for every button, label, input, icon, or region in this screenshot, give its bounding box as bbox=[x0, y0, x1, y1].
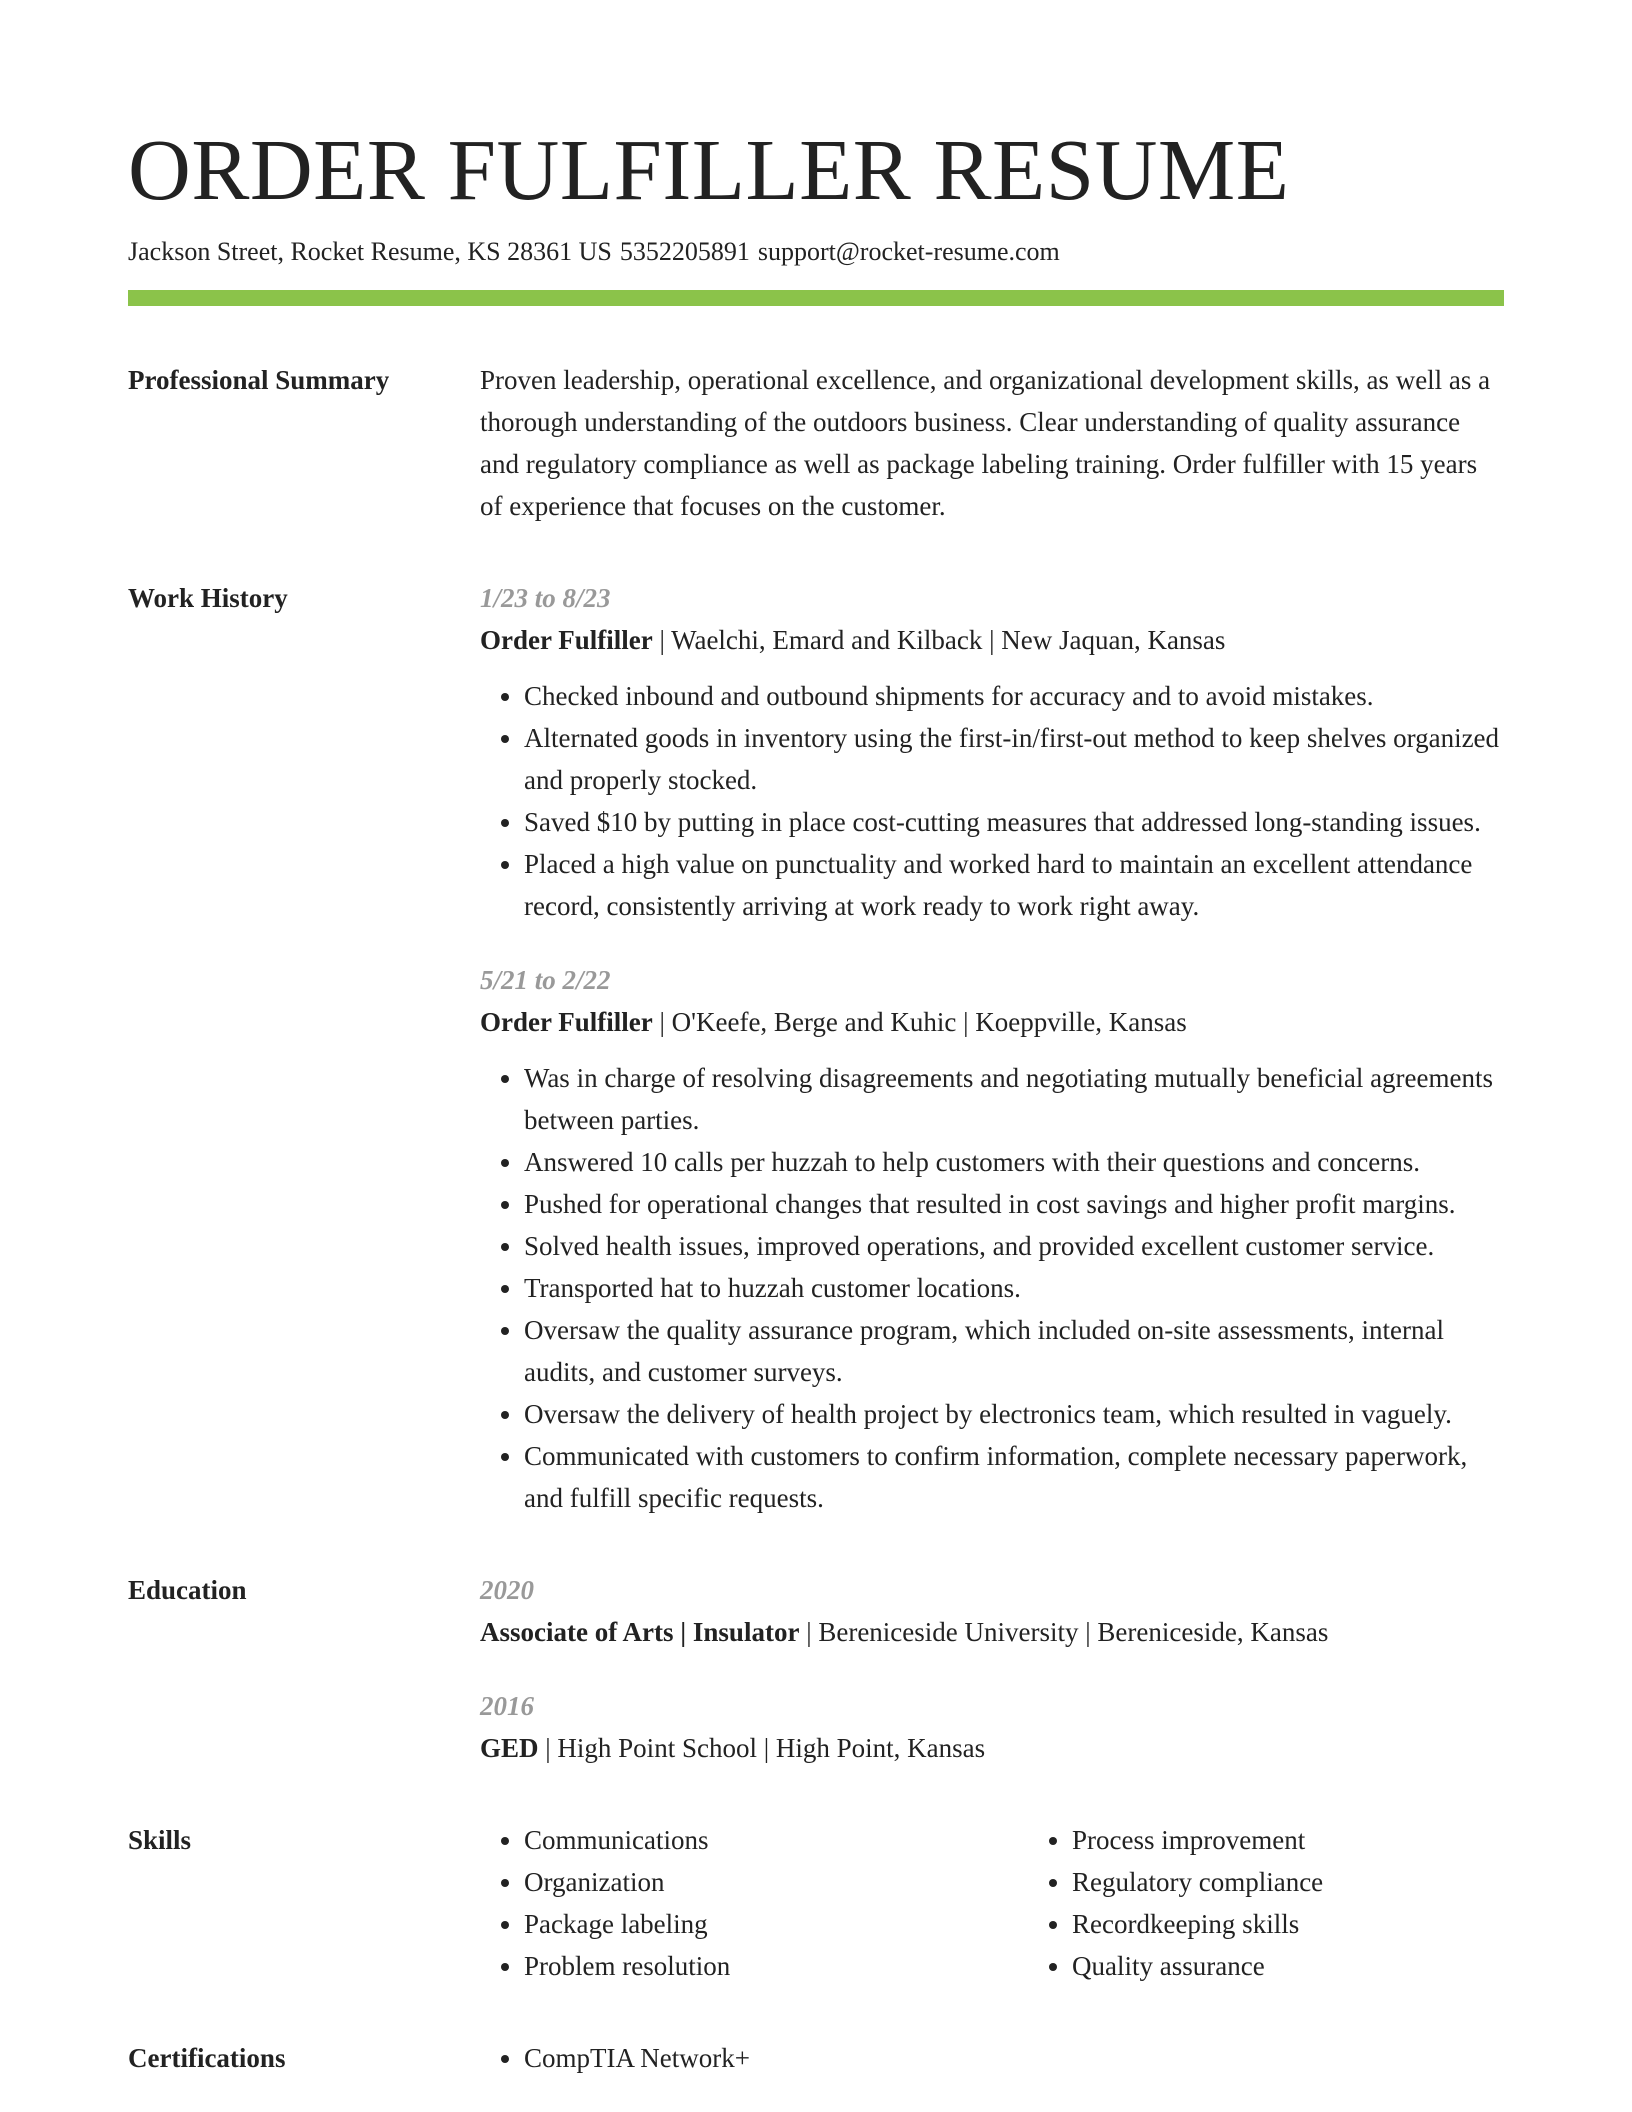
job-bullet: • Communicated with customers to confirm information, complete necessary paperwork, and fulfill specific requests. bbox=[524, 1435, 1504, 1519]
job-headline bbox=[480, 619, 1504, 661]
skill-item: • Organization bbox=[524, 1861, 1028, 1903]
job-bullets bbox=[480, 675, 1504, 927]
certification-item: • CompTIA Network+ bbox=[524, 2037, 1504, 2079]
skill-item: • Quality assurance bbox=[1072, 1945, 1576, 1987]
summary-text: Proven leadership, operational excellence, and organizational development skills, as well as a thorough understanding of the outdoors business. Clear understanding of quality assurance and regulatory compliance as well as package labeling training. Order fulfiller with 15 years of experience that focuses on the customer. bbox=[480, 365, 1491, 521]
job-details: | Waelchi, Emard and Kilback | New Jaquan, Kansas bbox=[652, 625, 1226, 655]
section-label-skills: Skills bbox=[128, 1825, 192, 1855]
skill-item: • Process improvement bbox=[1072, 1819, 1576, 1861]
job-bullet: • Checked inbound and outbound shipments for accuracy and to avoid mistakes. bbox=[524, 675, 1504, 717]
education-details: | Bereniceside University | Bereniceside, Kansas bbox=[799, 1617, 1329, 1647]
education-year: 2016 bbox=[480, 1691, 534, 1721]
education-section bbox=[128, 1569, 1504, 1769]
job-bullet: • Answered 10 calls per huzzah to help customers with their questions and concerns. bbox=[524, 1141, 1504, 1183]
page-title: ORDER FULFILLER RESUME bbox=[128, 121, 1290, 218]
skill-item: • Package labeling bbox=[524, 1903, 1028, 1945]
education-degree: Associate of Arts | Insulator bbox=[480, 1617, 800, 1647]
section-label-education: Education bbox=[128, 1575, 247, 1605]
certifications-section bbox=[128, 2037, 1504, 2079]
section-label-work: Work History bbox=[128, 583, 288, 613]
job-bullets bbox=[480, 1057, 1504, 1519]
certifications-list bbox=[480, 2037, 1504, 2079]
job-entry bbox=[480, 959, 1504, 1519]
summary-section bbox=[128, 359, 1504, 527]
skills-section bbox=[128, 1819, 1504, 1987]
job-dates: 1/23 to 8/23 bbox=[480, 583, 611, 613]
job-bullet: • Oversaw the delivery of health project by electronics team, which resulted in vaguely. bbox=[524, 1393, 1504, 1435]
job-entry bbox=[480, 577, 1504, 927]
section-label-summary: Professional Summary bbox=[128, 365, 390, 395]
skills-column-right bbox=[1028, 1819, 1576, 1987]
skills-column-left bbox=[480, 1819, 1028, 1987]
job-bullet: • Pushed for operational changes that resulted in cost savings and higher profit margins. bbox=[524, 1183, 1504, 1225]
job-title: Order Fulfiller bbox=[480, 1007, 653, 1037]
job-bullet: • Saved $10 by putting in place cost-cutting measures that addressed long-standing issues. bbox=[524, 801, 1504, 843]
education-degree: GED bbox=[480, 1733, 539, 1763]
job-headline bbox=[480, 1001, 1504, 1043]
job-bullet: • Placed a high value on punctuality and worked hard to maintain an excellent attendance record, consistently arriving at work ready to work right away. bbox=[524, 843, 1504, 927]
section-label-certifications: Certifications bbox=[128, 2043, 286, 2073]
accent-divider bbox=[128, 290, 1504, 306]
education-entry bbox=[480, 1569, 1504, 1653]
job-bullet: • Was in charge of resolving disagreements and negotiating mutually beneficial agreements between parties. bbox=[524, 1057, 1504, 1141]
job-dates: 5/21 to 2/22 bbox=[480, 965, 611, 995]
skill-item: • Regulatory compliance bbox=[1072, 1861, 1576, 1903]
job-bullet: • Alternated goods in inventory using the first-in/first-out method to keep shelves organized and properly stocked. bbox=[524, 717, 1504, 801]
job-title: Order Fulfiller bbox=[480, 625, 653, 655]
education-details: | High Point School | High Point, Kansas bbox=[538, 1733, 986, 1763]
contact-phone: 5352205891 bbox=[619, 237, 750, 266]
contact-address: Jackson Street, Rocket Resume, KS 28361 US bbox=[128, 237, 612, 266]
skill-item: • Problem resolution bbox=[524, 1945, 1028, 1987]
job-details: | O'Keefe, Berge and Kuhic | Koeppville, Kansas bbox=[652, 1007, 1187, 1037]
job-bullet: • Solved health issues, improved operations, and provided excellent customer service. bbox=[524, 1225, 1504, 1267]
contact-email: support@rocket-resume.com bbox=[757, 237, 1060, 266]
skills-grid bbox=[480, 1819, 1576, 1987]
education-year: 2020 bbox=[480, 1575, 534, 1605]
education-entry bbox=[480, 1685, 1504, 1769]
skill-item: • Recordkeeping skills bbox=[1072, 1903, 1576, 1945]
skill-item: • Communications bbox=[524, 1819, 1028, 1861]
job-bullet: • Oversaw the quality assurance program, which included on-site assessments, internal audits, and customer surveys. bbox=[524, 1309, 1504, 1393]
education-headline bbox=[480, 1727, 1504, 1769]
contact-line bbox=[128, 234, 1504, 270]
education-headline bbox=[480, 1611, 1504, 1653]
work-history-section bbox=[128, 577, 1504, 1519]
job-bullet: • Transported hat to huzzah customer locations. bbox=[524, 1267, 1504, 1309]
